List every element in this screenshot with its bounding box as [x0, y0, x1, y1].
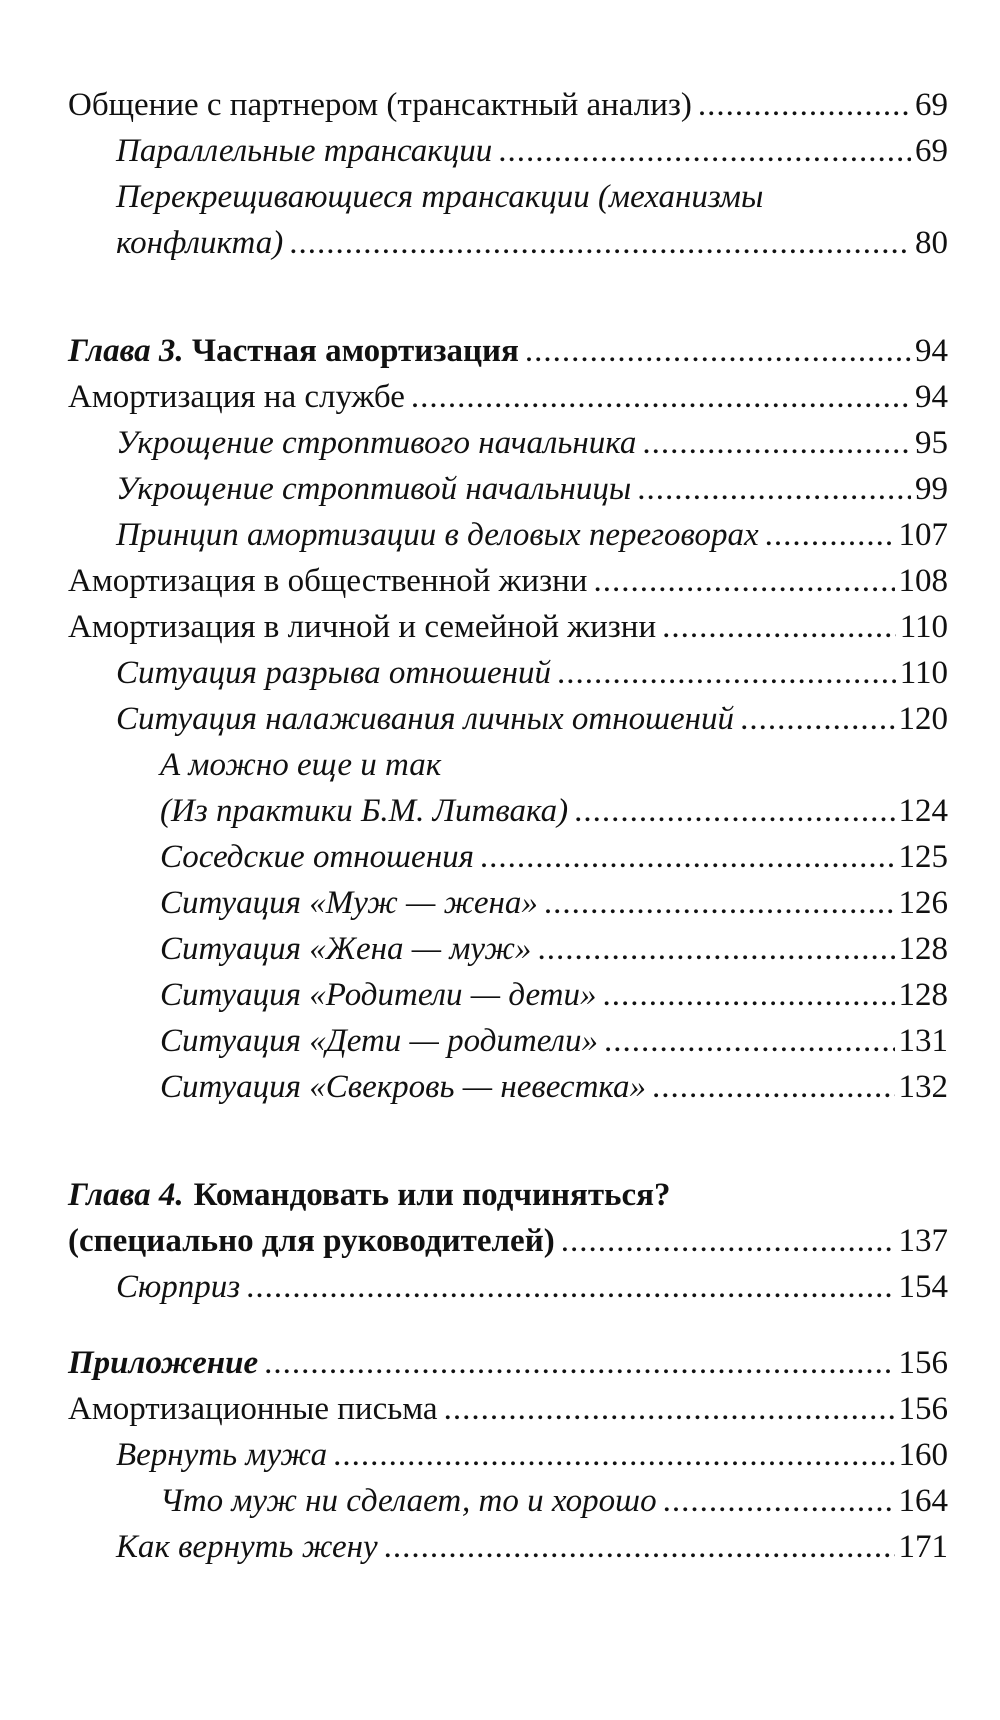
dot-leader — [480, 834, 895, 880]
dot-leader — [662, 604, 896, 650]
dot-leader — [765, 512, 895, 558]
toc-appendix-entry — [68, 1340, 948, 1386]
dot-leader — [574, 788, 894, 834]
dot-leader — [698, 82, 911, 128]
toc-page-number: 126 — [898, 885, 948, 921]
toc-page-number: 156 — [898, 1391, 948, 1427]
dot-leader — [246, 1264, 894, 1310]
dot-leader — [593, 558, 894, 604]
toc-entry-title: Амортизационные письма — [68, 1391, 438, 1427]
toc-entry — [68, 1264, 948, 1310]
toc-entry — [68, 834, 948, 880]
toc-entry-title: Ситуация разрыва отношений — [116, 655, 551, 691]
toc-page-number: 69 — [915, 133, 948, 169]
toc-page-number: 94 — [915, 379, 948, 415]
dot-leader — [498, 128, 911, 174]
toc-entry-title: Общение с партнером (трансактный анализ) — [68, 87, 692, 123]
toc-entry — [68, 128, 948, 174]
dot-leader — [740, 696, 894, 742]
toc-entry — [68, 696, 948, 742]
toc-entry-title: Ситуация «Жена — муж» — [160, 931, 532, 967]
dot-leader — [444, 1386, 895, 1432]
dot-leader — [603, 972, 895, 1018]
toc-page-number: 124 — [898, 793, 948, 829]
toc-entry — [68, 466, 948, 512]
toc-entry-title: Ситуация «Родители — дети» — [160, 977, 597, 1013]
toc-entry — [68, 174, 948, 266]
toc-entry — [68, 972, 948, 1018]
toc-entry — [68, 1478, 948, 1524]
toc-entry — [68, 1018, 948, 1064]
toc-page-number: 128 — [898, 977, 948, 1013]
toc-entry-title: Соседские отношения — [160, 839, 474, 875]
toc-entry-title: Ситуация «Муж — жена» — [160, 885, 538, 921]
toc-entry-title: Сюрприз — [116, 1269, 241, 1305]
toc-page-number: 108 — [898, 563, 948, 599]
dot-leader — [289, 220, 911, 266]
toc-entry-title: Ситуация «Дети — родители» — [160, 1023, 598, 1059]
chapter-label: Глава 3. — [68, 333, 184, 369]
toc-page-number: 110 — [899, 655, 948, 691]
toc-entry — [68, 880, 948, 926]
toc-entry — [68, 374, 948, 420]
toc-entry-title: Как вернуть жену — [116, 1529, 378, 1565]
dot-leader — [663, 1478, 895, 1524]
toc-page-number: 128 — [898, 931, 948, 967]
toc-page-number: 131 — [898, 1023, 948, 1059]
toc-entry — [68, 1524, 948, 1570]
table-of-contents — [68, 82, 948, 1570]
toc-entry — [68, 1064, 948, 1110]
toc-page-number: 80 — [915, 225, 948, 261]
chapter-title: Командовать или подчиняться? — [193, 1177, 671, 1213]
toc-entry-title: Амортизация на службе — [68, 379, 405, 415]
toc-page-number: 69 — [915, 87, 948, 123]
toc-chapter-entry — [68, 328, 948, 374]
toc-entry-title: Вернуть мужа — [116, 1437, 328, 1473]
toc-page-number: 160 — [898, 1437, 948, 1473]
dot-leader — [333, 1432, 894, 1478]
toc-entry — [68, 512, 948, 558]
toc-entry — [68, 420, 948, 466]
dot-leader — [264, 1340, 894, 1386]
toc-entry-title: Ситуация «Свекровь — невестка» — [160, 1069, 647, 1105]
toc-entry — [68, 926, 948, 972]
dot-leader — [561, 1218, 895, 1264]
toc-page-number: 99 — [915, 471, 948, 507]
toc-entry-title-continued: (Из практики Б.М. Литвака) — [160, 793, 569, 829]
dot-leader — [642, 420, 911, 466]
toc-entry — [68, 742, 948, 834]
appendix-title: Приложение — [68, 1345, 259, 1381]
toc-page-number: 94 — [915, 333, 948, 369]
toc-page-number: 171 — [898, 1529, 948, 1565]
chapter-label: Глава 4. — [68, 1177, 184, 1213]
toc-entry-title: Амортизация в общественной жизни — [68, 563, 588, 599]
toc-page-number: 107 — [898, 517, 948, 553]
dot-leader — [604, 1018, 895, 1064]
toc-entry-title: Принцип амортизации в деловых переговорах — [116, 517, 759, 553]
dot-leader — [411, 374, 911, 420]
toc-page-number: 95 — [915, 425, 948, 461]
toc-page-number: 125 — [898, 839, 948, 875]
toc-entry-title-continued: конфликта) — [116, 225, 284, 261]
chapter-title: Частная амортизация — [191, 333, 519, 369]
dot-leader — [525, 328, 911, 374]
toc-entry — [68, 604, 948, 650]
toc-entry-title: Что муж ни сделает, то и хорошо — [160, 1483, 657, 1519]
toc-entry — [68, 82, 948, 128]
toc-page-number: 137 — [898, 1223, 948, 1259]
toc-page-number: 154 — [898, 1269, 948, 1305]
toc-entry — [68, 1432, 948, 1478]
toc-entry — [68, 1386, 948, 1432]
toc-page-number: 164 — [898, 1483, 948, 1519]
dot-leader — [637, 466, 911, 512]
dot-leader — [384, 1524, 895, 1570]
toc-page-number: 156 — [898, 1345, 948, 1381]
chapter-title-continued: (специально для руководителей) — [68, 1223, 555, 1259]
dot-leader — [537, 926, 894, 972]
toc-entry — [68, 558, 948, 604]
dot-leader — [652, 1064, 894, 1110]
dot-leader — [544, 880, 895, 926]
toc-entry-title: Перекрещивающиеся трансакции (механизмы — [116, 179, 764, 215]
toc-chapter-entry — [68, 1172, 948, 1264]
toc-entry-title: Укрощение строптивой начальницы — [116, 471, 632, 507]
toc-entry-title: Параллельные трансакции — [116, 133, 493, 169]
toc-entry — [68, 650, 948, 696]
toc-entry-title: А можно еще и так — [160, 747, 442, 783]
dot-leader — [557, 650, 896, 696]
toc-entry-title: Укрощение строптивого начальника — [116, 425, 637, 461]
toc-page-number: 132 — [898, 1069, 948, 1105]
toc-page-number: 110 — [899, 609, 948, 645]
toc-entry-title: Ситуация налаживания личных отношений — [116, 701, 735, 737]
toc-page-number: 120 — [898, 701, 948, 737]
toc-entry-title: Амортизация в личной и семейной жизни — [68, 609, 657, 645]
